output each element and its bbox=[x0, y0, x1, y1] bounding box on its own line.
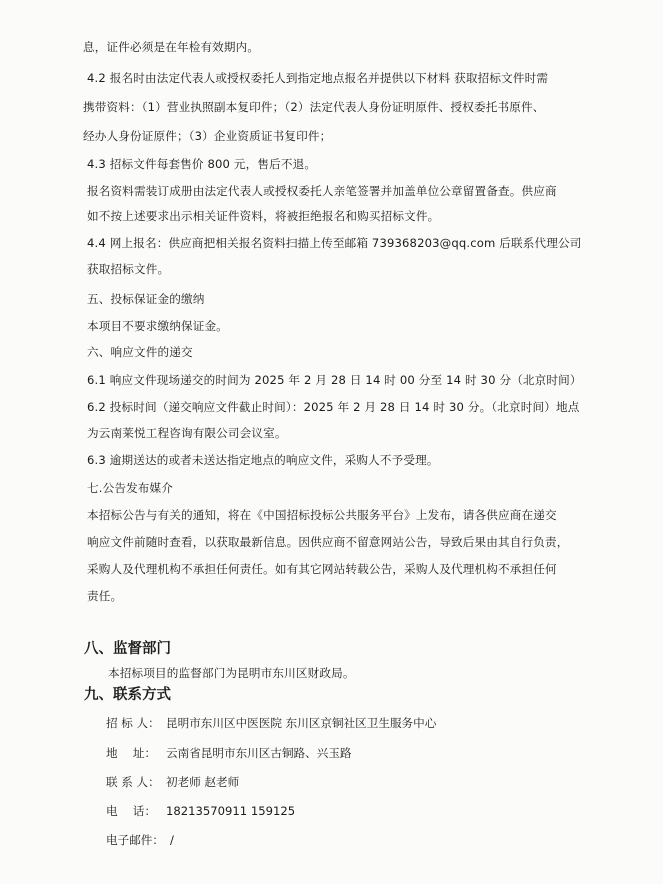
section-9-heading: 九、联系方式 bbox=[84, 687, 171, 703]
paragraph-4-3: 4.3 招标文件每套售价 800 元，售后不退。 bbox=[87, 157, 317, 171]
contact-label-address: 地 址： bbox=[106, 746, 157, 760]
paragraph-7-line-3: 采购人及代理机构不承担任何责任。如有其它网站转载公告，采购人及代理机构不承担任何 bbox=[87, 562, 557, 576]
paragraph-4-2-line-3: 经办人身份证原件；（3）企业资质证书复印件； bbox=[83, 129, 332, 143]
contact-value-address: 云南省昆明市东川区古铜路、兴玉路 bbox=[166, 746, 352, 760]
paragraph-registration-line-1: 报名资料需装订成册由法定代表人或授权委托人亲笔签署并加盖单位公章留置备查。供应商 bbox=[87, 184, 557, 198]
paragraph-4-4-line-2: 获取招标文件。 bbox=[87, 262, 170, 276]
section-8-text: 本招标项目的监督部门为昆明市东川区财政局。 bbox=[108, 666, 355, 680]
paragraph-4-2-line-2: 携带资料：（1）营业执照副本复印件；（2）法定代表人身份证明原件、授权委托书原件、 bbox=[83, 100, 545, 114]
contact-value-tenderer: 昆明市东川区中医医院 东川区京铜社区卫生服务中心 bbox=[166, 716, 437, 730]
contact-value-email: / bbox=[170, 833, 174, 847]
paragraph-registration-line-2: 如不按上述要求出示相关证件资料，将被拒绝报名和购买招标文件。 bbox=[87, 209, 440, 223]
section-5-text: 本项目不要求缴纳保证金。 bbox=[87, 319, 228, 333]
contact-value-person: 初老师 赵老师 bbox=[166, 775, 240, 789]
paragraph-6-2-line-1: 6.2 投标时间（递交响应文件截止时间）：2025 年 2 月 28 日 14 时 30 分。（北京时间）地点 bbox=[87, 400, 580, 414]
section-7-title: 七.公告发布媒介 bbox=[87, 481, 174, 495]
paragraph-6-2-line-2: 为云南莱悦工程咨询有限公司会议室。 bbox=[87, 426, 287, 440]
paragraph-7-line-2: 响应文件前随时查看，以获取最新信息。因供应商不留意网站公告，导致后果由其自行负责， bbox=[87, 535, 569, 549]
paragraph-license-validity: 息，证件必须是在年检有效期内。 bbox=[83, 40, 260, 54]
paragraph-4-4-line-1: 4.4 网上报名：供应商把相关报名资料扫描上传至邮箱 739368203@qq.com 后联系代理公司 bbox=[87, 236, 582, 250]
paragraph-6-1: 6.1 响应文件现场递交的时间为 2025 年 2 月 28 日 14 时 00 分至 14 时 30 分（北京时间） bbox=[87, 373, 582, 387]
contact-label-email: 电子邮件： bbox=[106, 833, 164, 847]
paragraph-4-2-line-1: 4.2 报名时由法定代表人或授权委托人到指定地点报名并提供以下材料 获取招标文件时需 bbox=[87, 71, 549, 85]
paragraph-7-line-1: 本招标公告与有关的通知，将在《中国招标投标公共服务平台》上发布，请各供应商在递交 bbox=[87, 508, 557, 522]
contact-label-tenderer: 招 标 人： bbox=[106, 716, 160, 730]
contact-label-phone: 电 话： bbox=[106, 804, 157, 818]
paragraph-6-3: 6.3 逾期送达的或者未送达指定地点的响应文件，采购人不予受理。 bbox=[87, 453, 439, 467]
section-8-heading: 八、监督部门 bbox=[84, 641, 171, 657]
contact-label-person: 联 系 人： bbox=[106, 775, 160, 789]
paragraph-7-line-4: 责任。 bbox=[87, 589, 123, 603]
section-6-title: 六、响应文件的递交 bbox=[87, 345, 193, 359]
section-5-title: 五、投标保证金的缴纳 bbox=[87, 292, 205, 306]
contact-value-phone: 18213570911 159125 bbox=[166, 804, 296, 818]
